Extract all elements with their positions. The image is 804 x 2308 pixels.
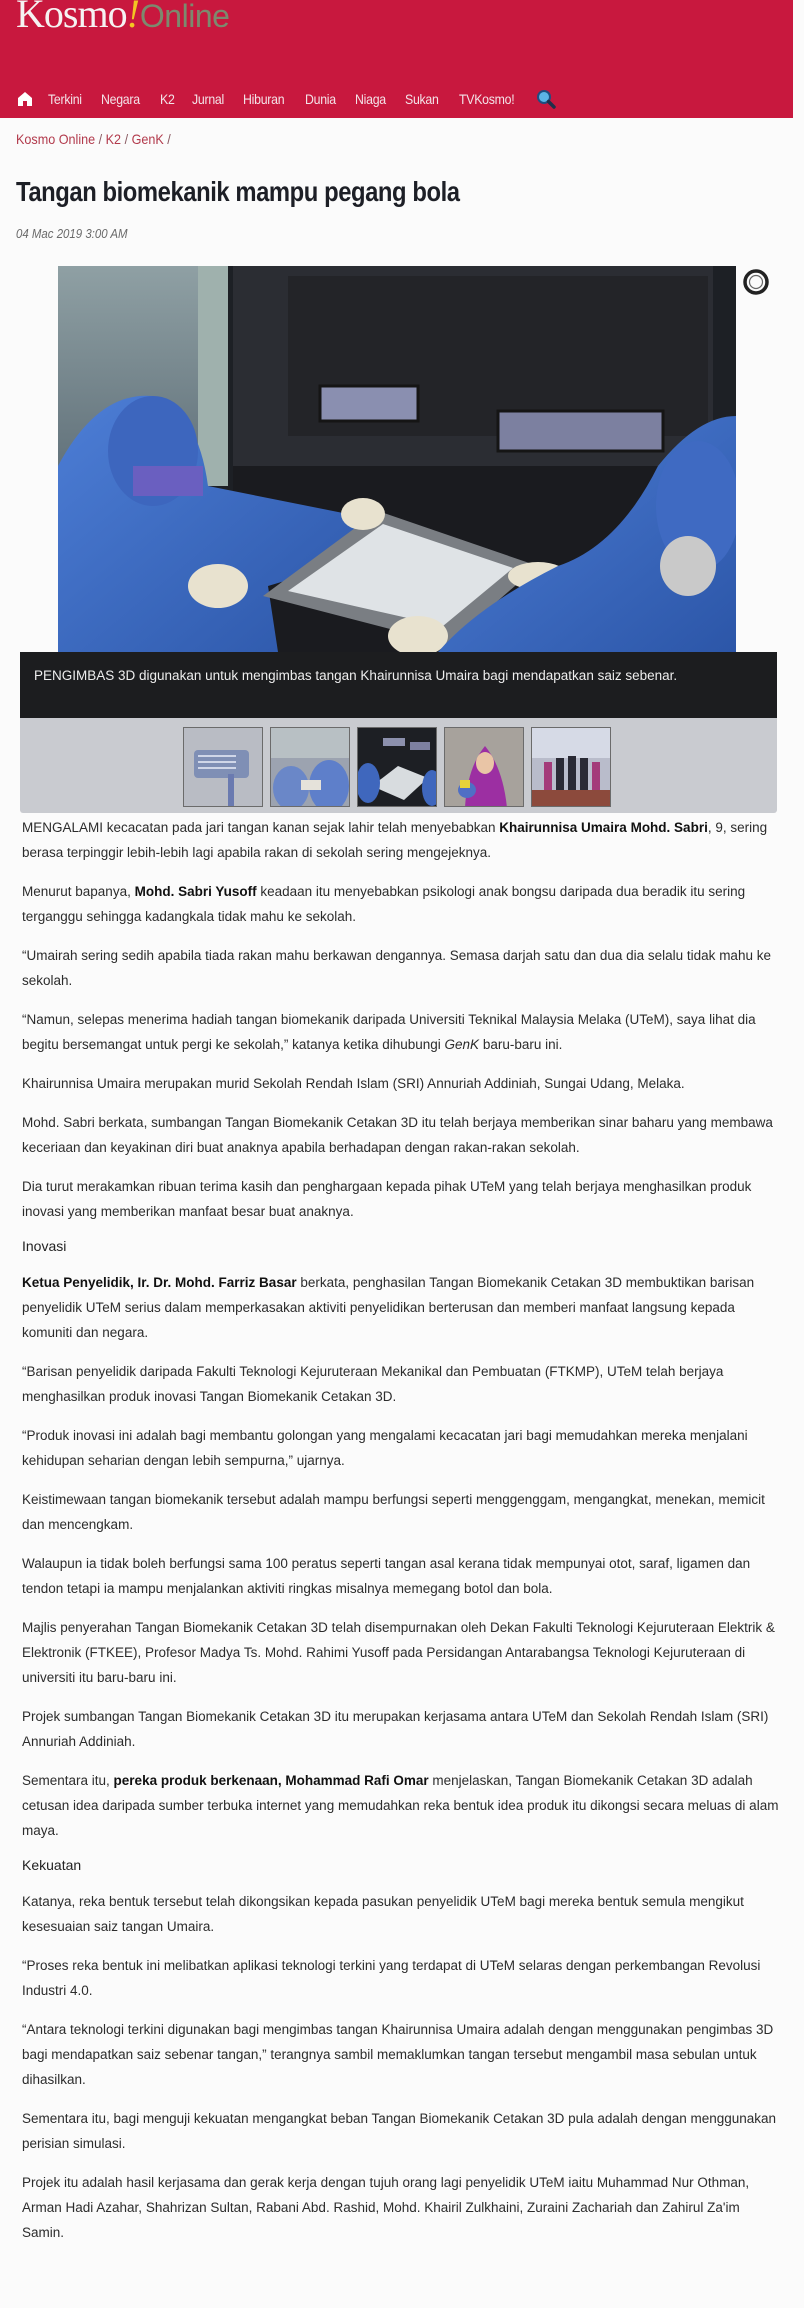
article-paragraph: Projek itu adalah hasil kerjasama dan gerak kerja dengan tujuh orang lagi penyelidik UTeM iaitu Muhammad Nur Othman, Arman Hadi Azahar, Shahrizan Sultan, Rabani Abd. Rashid, Mohd. Khairil Zulkhaini, Zuraini Zachariah dan Zahirul Za'im Samin. [22, 2175, 750, 2240]
article-paragraph: Katanya, reka bentuk tersebut telah dikongsikan kepada pasukan penyelidik UTeM bagi mereka bentuk semula mengikut kesesuaian saiz tangan Umaira. [22, 1894, 744, 1934]
article-paragraph: “Proses reka bentuk ini melibatkan aplikasi teknologi terkini yang terdapat di UTeM selaras dengan perkembangan Revolusi Industri 4.0. [22, 1958, 761, 1998]
nav-item-terkini[interactable]: Terkini [48, 91, 82, 107]
article-paragraph: Khairunnisa Umaira merupakan murid Sekolah Rendah Islam (SRI) Annuriah Addiniah, Sungai Udang, Melaka. [22, 1076, 685, 1091]
article-main-photo[interactable] [58, 266, 736, 652]
site-logo[interactable] [16, 0, 229, 36]
section-heading-inovasi: Inovasi [22, 1238, 67, 1254]
logo-online-text: Online [139, 0, 230, 34]
nav-item-hiburan[interactable]: Hiburan [243, 91, 285, 107]
gallery-thumbnail[interactable] [270, 727, 350, 807]
article-body [22, 815, 782, 2259]
article-paragraph: Walaupun ia tidak boleh berfungsi sama 100 peratus seperti tangan asal kerana tidak mempunyai otot, saraf, ligamen dan tendon tetapi ia mampu menjalankan aktiviti ringkas misalnya memegang botol dan bola. [22, 1556, 751, 1596]
breadcrumb-separator: / [124, 131, 129, 147]
logo-exclamation: ! [126, 0, 140, 36]
home-icon[interactable] [16, 90, 34, 108]
person-name: Ketua Penyelidik, Ir. Dr. Mohd. Farriz Basar [22, 1275, 297, 1290]
site-header [0, 0, 793, 118]
person-name: Khairunnisa Umaira Mohd. Sabri [499, 820, 708, 835]
gallery-thumbnail[interactable] [444, 727, 524, 807]
nav-item-sukan[interactable]: Sukan [405, 91, 440, 107]
loading-spinner-icon [742, 268, 770, 296]
search-icon[interactable] [535, 88, 557, 110]
publication-name: GenK [444, 1037, 480, 1052]
person-name: pereka produk berkenaan, Mohammad Rafi Omar [113, 1773, 429, 1788]
article-paragraph: Keistimewaan tangan biomekanik tersebut adalah mampu berfungsi seperti menggenggam, mengangkat, menekan, memicit dan mencengkam. [22, 1492, 765, 1532]
article-paragraph: Sementara itu, bagi menguji kekuatan mengangkat beban Tangan Biomekanik Cetakan 3D pula adalah dengan menggunakan perisian simulasi. [22, 2111, 777, 2151]
nav-item-negara[interactable]: Negara [101, 91, 141, 107]
article-paragraph: MENGALAMI kecacatan pada jari tangan kanan sejak lahir telah menyebabkan Khairunnisa Umaira Mohd. Sabri, 9, sering berasa terpinggir lebih-lebih lagi apabila rakan di sekolah sering mengejeknya. [22, 820, 768, 860]
nav-item-jurnal[interactable]: Jurnal [192, 91, 224, 107]
person-name: Mohd. Sabri Yusoff [134, 884, 257, 899]
gallery-thumbnail[interactable] [357, 727, 437, 807]
logo-kosmo-text: Kosmo [16, 0, 127, 36]
breadcrumb-genk[interactable]: GenK [131, 131, 164, 147]
gallery-thumbnail[interactable] [531, 727, 611, 807]
breadcrumb-separator: / [167, 131, 171, 147]
article-date: 04 Mac 2019 3:00 AM [16, 226, 128, 241]
article-paragraph: “Umairah sering sedih apabila tiada rakan mahu berkawan dengannya. Semasa darjah satu dan dua dia selalu tidak mahu ke sekolah. [22, 948, 771, 988]
article-paragraph: “Antara teknologi terkini digunakan bagi mengimbas tangan Khairunnisa Umaira adalah dengan menggunakan pengimbas 3D bagi mendapatkan saiz sebenar tangan,” terangnya sambil memaklumkan tangan tersebut mengambil masa sebulan untuk dihasilkan. [22, 2022, 774, 2087]
article-paragraph: Menurut bapanya, Mohd. Sabri Yusoff keadaan itu menyebabkan psikologi anak bongsu daripada dua beradik itu sering terganggu sehingga kadangkala tidak mahu ke sekolah. [22, 884, 746, 924]
article-paragraph: “Produk inovasi ini adalah bagi membantu golongan yang mengalami kecacatan jari bagi memudahkan mereka menjalani kehidupan seharian dengan lebih sempurna,” ujarnya. [22, 1428, 748, 1468]
breadcrumb-k2[interactable]: K2 [105, 131, 122, 147]
article-paragraph: Projek sumbangan Tangan Biomekanik Cetakan 3D itu merupakan kerjasama antara UTeM dan Sekolah Rendah Islam (SRI) Annuriah Addiniah. [22, 1709, 769, 1749]
photo-gallery [20, 718, 777, 813]
article-paragraph: Mohd. Sabri berkata, sumbangan Tangan Biomekanik Cetakan 3D itu telah berjaya memberikan sinar baharu yang membawa keceriaan dan keyakinan diri buat anaknya apabila berhadapan dengan rakan-rakan sekolah. [22, 1115, 773, 1155]
nav-item-niaga[interactable]: Niaga [355, 91, 387, 107]
breadcrumb-kosmo-online[interactable]: Kosmo Online [16, 131, 96, 147]
nav-item-tvkosmo[interactable]: TVKosmo! [458, 91, 515, 107]
breadcrumb [16, 131, 171, 147]
article-paragraph: Sementara itu, pereka produk berkenaan, Mohammad Rafi Omar menjelaskan, Tangan Biomekanik Cetakan 3D adalah cetusan idea daripada sumber terbuka internet yang memudahkan reka bentuk idea produk itu dikongsi secara meluas di alam maya. [22, 1773, 779, 1838]
nav-item-dunia[interactable]: Dunia [305, 91, 337, 107]
gallery-thumbnail[interactable] [183, 727, 263, 807]
photo-caption [20, 652, 777, 718]
article-paragraph: Dia turut merakamkan ribuan terima kasih dan penghargaan kepada pihak UTeM yang telah berjaya menghasilkan produk inovasi yang memberikan manfaat besar buat anaknya. [22, 1179, 752, 1219]
breadcrumb-separator: / [98, 131, 103, 147]
photo-caption-text: PENGIMBAS 3D digunakan untuk mengimbas tangan Khairunnisa Umaira bagi mendapatkan saiz sebenar. [34, 668, 678, 683]
article-paragraph: “Barisan penyelidik daripada Fakulti Teknologi Kejuruteraan Mekanikal dan Pembuatan (FTKMP), UTeM telah berjaya menghasilkan produk inovasi Tangan Biomekanik Cetakan 3D. [22, 1364, 724, 1404]
section-heading-kekuatan: Kekuatan [22, 1857, 82, 1873]
nav-item-k2[interactable]: K2 [160, 91, 176, 107]
article-paragraph: Ketua Penyelidik, Ir. Dr. Mohd. Farriz Basar berkata, penghasilan Tangan Biomekanik Cetakan 3D membuktikan barisan penyelidik UTeM serius dalam memperkasakan aktiviti penyelidikan berterusan dan memberi manfaat langsung kepada komuniti dan negara. [22, 1275, 755, 1340]
main-nav [16, 88, 557, 110]
article-paragraph: Majlis penyerahan Tangan Biomekanik Cetakan 3D telah disempurnakan oleh Dekan Fakulti Teknologi Kejuruteraan Elektrik & Elektronik (FTKEE), Profesor Madya Ts. Mohd. Rahimi Yusoff pada Persidangan Antarabangsa Teknologi Kejuruteraan di universiti itu baru-baru ini. [22, 1620, 775, 1685]
article-title: Tangan biomekanik mampu pegang bola [16, 176, 460, 207]
article-paragraph: “Namun, selepas menerima hadiah tangan biomekanik daripada Universiti Teknikal Malaysia Melaka (UTeM), saya lihat dia begitu bersemangat untuk pergi ke sekolah,” katanya ketika dihubungi GenK baru-baru ini. [22, 1012, 756, 1052]
